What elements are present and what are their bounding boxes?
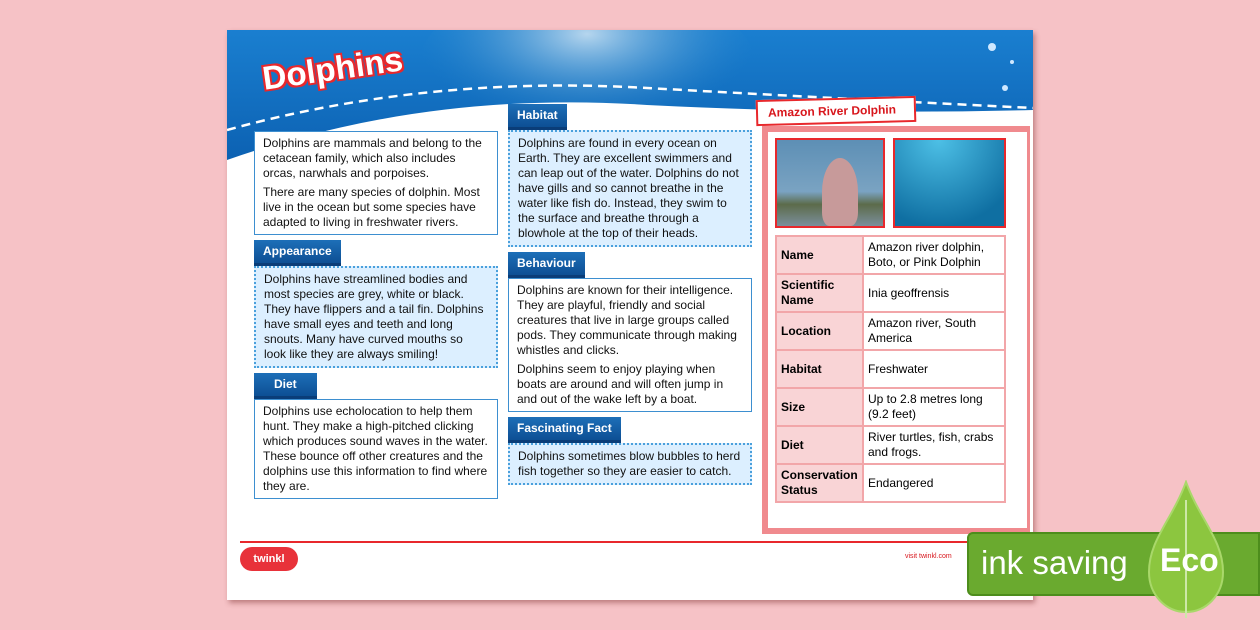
footer-divider [240, 541, 1020, 543]
behaviour-paragraph: Dolphins are known for their intelligence. They are playful, friendly and social creatures that live in large groups called pods. They communicate through making whistles and clicks. [517, 283, 737, 357]
behaviour-box [508, 278, 752, 412]
table-row [776, 464, 1005, 502]
twinkl-link[interactable]: visit twinkl.com [905, 553, 952, 560]
underwater-dolphins-photo [893, 138, 1006, 228]
intro-box [254, 131, 498, 235]
behaviour-heading: Behaviour [508, 252, 585, 278]
row-value: Amazon river, South America [863, 312, 1005, 350]
diet-heading: Diet [254, 373, 317, 399]
appearance-box: Dolphins have streamlined bodies and most species are grey, white or black. They have flippers and a tail fin. Dolphins have small eyes and teeth and long snouts. Many have curved mouths so look like they are always smiling! [254, 266, 498, 368]
habitat-box: Dolphins are found in every ocean on Earth. They are excellent swimmers and can leap out of the water. Dolphins do not have gills and so cannot breathe in the water like fish do. Instead, they swim to the surface and breathe through a blowhole at the top of their heads. [508, 130, 752, 247]
row-label: Name [776, 236, 863, 274]
badge-text: ink saving [981, 544, 1128, 581]
row-value: Endangered [863, 464, 1005, 502]
table-row [776, 350, 1005, 388]
table-row [776, 312, 1005, 350]
table-row [776, 426, 1005, 464]
row-value: Up to 2.8 metres long (9.2 feet) [863, 388, 1005, 426]
row-label: Conservation Status [776, 464, 863, 502]
row-value: Inia geoffrensis [863, 274, 1005, 312]
amazon-title: Amazon River Dolphin [756, 96, 917, 126]
row-label: Habitat [776, 350, 863, 388]
table-row [776, 236, 1005, 274]
intro-paragraph: There are many species of dolphin. Most live in the ocean but some species have adapted to living in freshwater rivers. [263, 185, 480, 229]
fact-box: Dolphins sometimes blow bubbles to herd fish together so they are easier to catch. [508, 443, 752, 485]
twinkl-logo: twinkl [240, 547, 298, 571]
eco-label: Eco [1160, 542, 1219, 578]
behaviour-paragraph: Dolphins seem to enjoy playing when boats are around and will often jump in and out of the wake left by a boat. [517, 362, 724, 406]
fact-heading: Fascinating Fact [508, 417, 621, 443]
amazon-facts-table [775, 235, 1006, 503]
row-label: Scientific Name [776, 274, 863, 312]
intro-paragraph: Dolphins are mammals and belong to the cetacean family, which also includes orcas, narwhals and porpoises. [263, 136, 482, 180]
diet-box: Dolphins use echolocation to help them hunt. They make a high-pitched clicking which produces sound waves in the water. These bounce off other creatures and the dolphins use this information to find where they are. [254, 399, 498, 499]
middle-column [508, 104, 752, 485]
pink-dolphin-photo [775, 138, 885, 228]
page-title: Dolphins [260, 40, 405, 97]
row-label: Size [776, 388, 863, 426]
row-value: River turtles, fish, crabs and frogs. [863, 426, 1005, 464]
left-column [254, 131, 498, 499]
row-value: Freshwater [863, 350, 1005, 388]
table-row [776, 274, 1005, 312]
row-label: Location [776, 312, 863, 350]
habitat-heading: Habitat [508, 104, 567, 130]
row-label: Diet [776, 426, 863, 464]
table-row [776, 388, 1005, 426]
row-value: Amazon river dolphin, Boto, or Pink Dolphin [863, 236, 1005, 274]
appearance-heading: Appearance [254, 240, 341, 266]
